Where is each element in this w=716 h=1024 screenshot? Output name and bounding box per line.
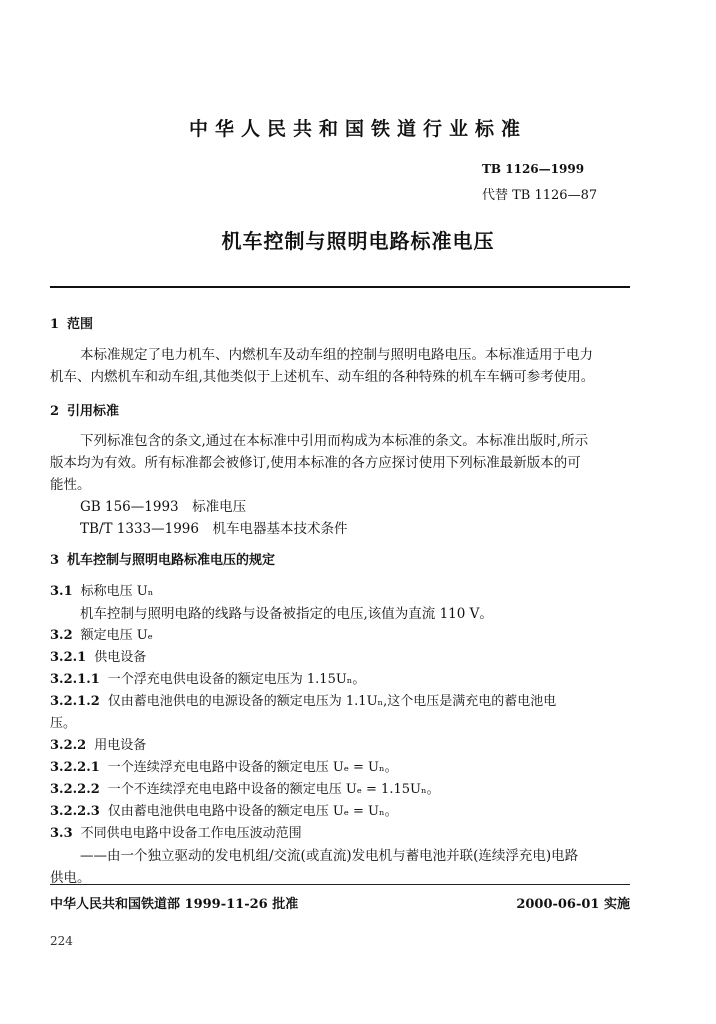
clause-number: 3.2.2.2: [50, 782, 100, 797]
clause-heading: 标称电压 Uₙ: [80, 584, 154, 599]
clause-text-continuation: 压。: [50, 716, 77, 731]
clause-number: 3.1: [50, 584, 73, 599]
section-title: 机车控制与照明电路标准电压的规定: [67, 553, 276, 568]
paragraph-line: 下列标准包含的条文,通过在本标准中引用而构成为本标准的条文。本标准出版时,所示: [80, 433, 589, 449]
section-number: 1: [50, 317, 60, 332]
clause-number: 3.2.2.1: [50, 760, 100, 775]
clause-text: 机车控制与照明电路的线路与设备被指定的电压,该值为直流 110 V。: [80, 606, 493, 622]
clause-3-2-2-3: [50, 800, 398, 819]
clause-number: 3.2: [50, 628, 73, 643]
clause-3-2: [50, 624, 153, 643]
clause-number: 3.2.1.1: [50, 672, 100, 687]
clause-3-2-1-2: [50, 690, 556, 709]
clause-heading: 用电设备: [94, 738, 147, 753]
section-1-heading: [50, 313, 93, 332]
paragraph-line: 本标准规定了电力机车、内燃机车及动车组的控制与照明电路电压。本标准适用于电力: [80, 347, 593, 363]
section-number: 2: [50, 404, 60, 419]
publisher-header: 中华人民共和国铁道行业标准: [188, 118, 527, 140]
clause-text: ——由一个独立驱动的发电机组/交流(或直流)发电机与蓄电池并联(连续浮充电)电路: [80, 848, 579, 864]
page-number: 224: [50, 934, 73, 948]
clause-number: 3.2.1: [50, 650, 87, 665]
clause-number: 3.2.1.2: [50, 694, 100, 709]
approval-note: 中华人民共和国铁道部 1999-11-26 批准: [50, 897, 299, 912]
clause-3-1: [50, 580, 153, 599]
reference-item: GB 156—1993 标准电压: [80, 499, 247, 515]
section-3-heading: [50, 549, 275, 568]
section-title: 范围: [67, 317, 94, 332]
clause-heading: 不同供电电路中设备工作电压波动范围: [80, 826, 302, 841]
clause-3-2-2: [50, 734, 146, 753]
clause-3-2-2-2: [50, 778, 440, 797]
clause-number: 3.3: [50, 826, 73, 841]
section-title: 引用标准: [67, 404, 120, 419]
clause-3-3: [50, 822, 302, 841]
section-2-heading: [50, 400, 119, 419]
clause-number: 3.2.2.3: [50, 804, 100, 819]
clause-3-2-1: [50, 646, 146, 665]
clause-text: 一个连续浮充电电路中设备的额定电压 Uₑ = Uₙ。: [107, 760, 398, 775]
section-number: 3: [50, 553, 60, 568]
paragraph-line: 版本均为有效。所有标准都会被修订,使用本标准的各方应探讨使用下列标准最新版本的可: [50, 455, 581, 471]
reference-item: TB/T 1333—1996 机车电器基本技术条件: [80, 521, 348, 537]
paragraph-line: 能性。: [50, 477, 91, 493]
replaces-standard: 代替 TB 1126—87: [482, 188, 598, 203]
clause-text: 一个浮充电供电设备的额定电压为 1.15Uₙ。: [107, 672, 366, 687]
title-divider: [50, 286, 630, 288]
document-title: 机车控制与照明电路标准电压: [221, 229, 495, 253]
clause-heading: 供电设备: [94, 650, 147, 665]
clause-text: 仅由蓄电池供电的电源设备的额定电压为 1.1Uₙ,这个电压是满充电的蓄电池电: [107, 694, 557, 709]
implementation-date: 2000-06-01 实施: [516, 897, 630, 912]
standard-number: TB 1126—1999: [482, 162, 585, 176]
clause-text: 仅由蓄电池供电电路中设备的额定电压 Uₑ = Uₙ。: [107, 804, 398, 819]
clause-text: 一个不连续浮充电电路中设备的额定电压 Uₑ = 1.15Uₙ。: [107, 782, 440, 797]
clause-3-2-2-1: [50, 756, 398, 775]
footer-divider: [50, 884, 630, 885]
clause-heading: 额定电压 Uₑ: [80, 628, 153, 643]
clause-3-2-1-1: [50, 668, 365, 687]
clause-number: 3.2.2: [50, 738, 87, 753]
paragraph-line: 机车、内燃机车和动车组,其他类似于上述机车、动车组的各种特殊的机车车辆可参考使用。: [50, 369, 595, 385]
clause-text: 供电。: [50, 870, 91, 886]
